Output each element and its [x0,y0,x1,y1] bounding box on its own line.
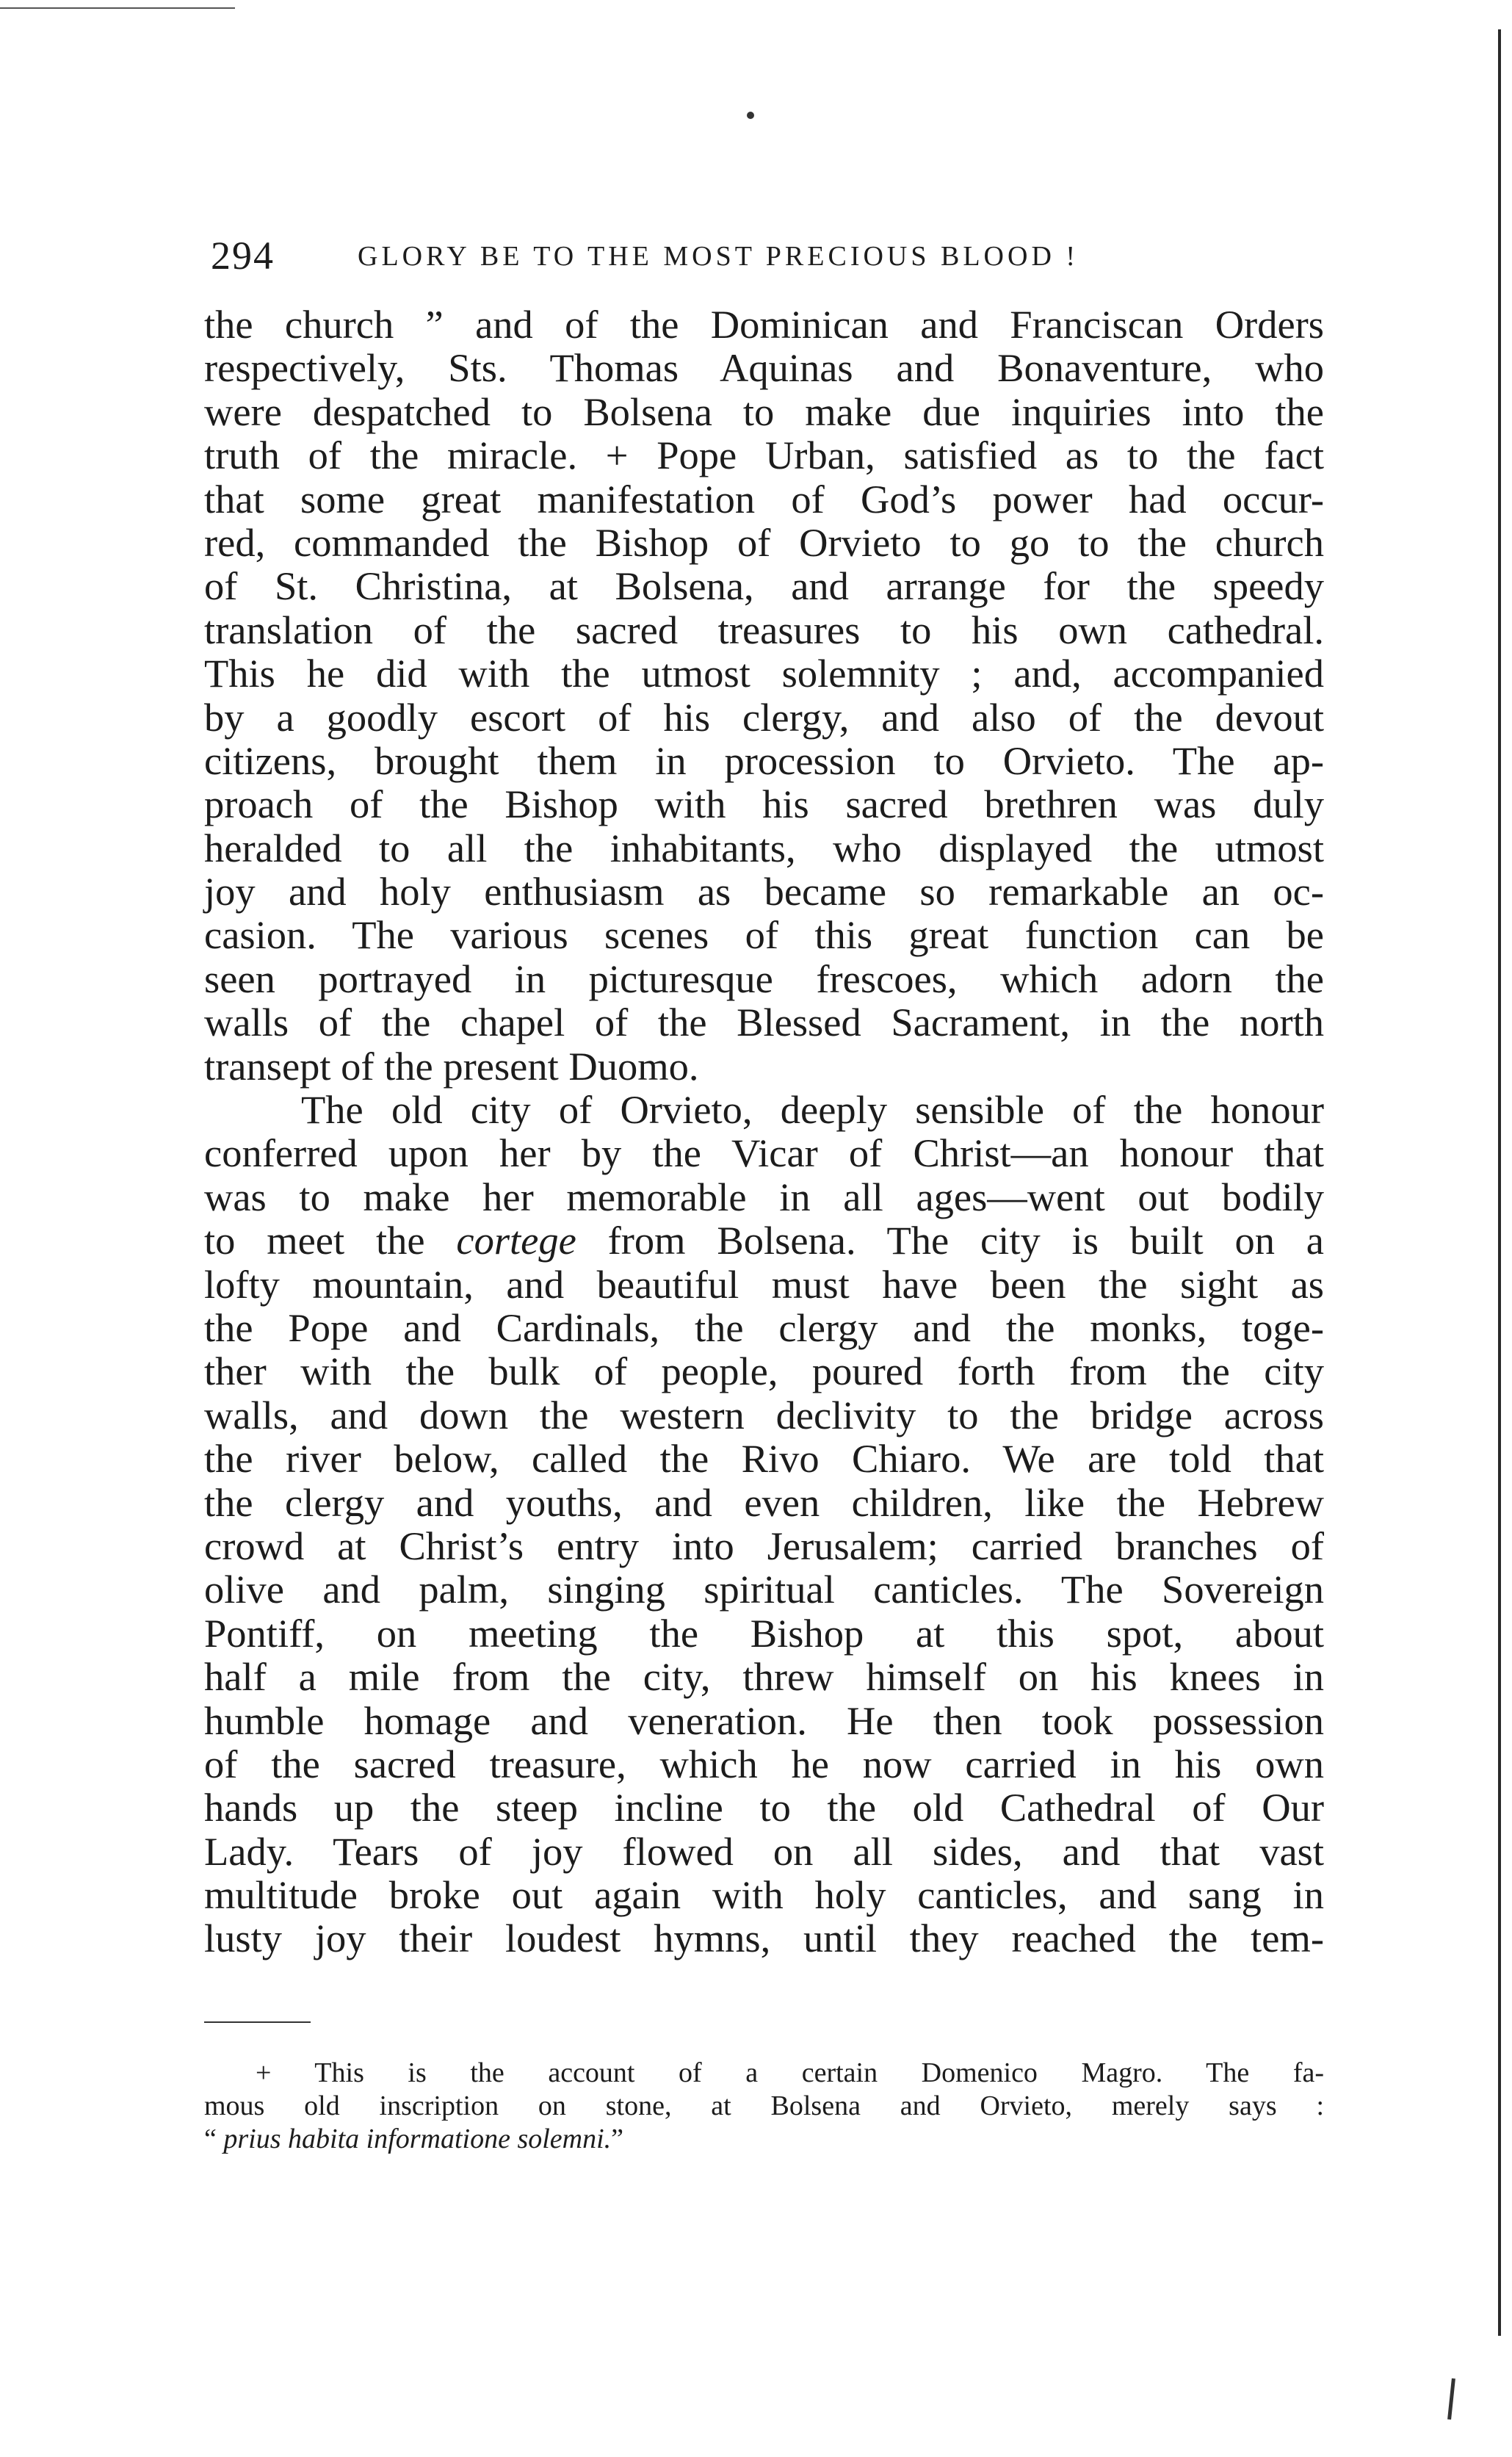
page-number: 294 [211,234,275,278]
text-line: olive and palm, singing spiritual canticles. The Sovereign [204,1567,1324,1612]
text-line: that some great manifestation of God’s power had occur- [204,476,1324,522]
text-line: red, commanded the Bishop of Orvieto to go to the church [204,519,1324,565]
text-line: multitude broke out again with holy canticles, and sang in [204,1872,1324,1918]
footnote-rule [204,2021,311,2023]
text-line: heralded to all the inhabitants, who displayed the utmost [204,825,1324,870]
text-line: transept of the present Duomo. [204,1043,699,1089]
text-line: the clergy and youths, and even children, like the Hebrew [204,1479,1324,1525]
text-line: lusty joy their loudest hymns, until they reached the tem- [204,1916,1324,1961]
body-text [204,303,1324,1960]
paragraph-2 [204,1088,1324,1960]
text-line: seen portrayed in picturesque frescoes, which adorn the [204,956,1324,1001]
footnote-line: + This is the account of a certain Domenico Magro. The fa- [256,2057,1324,2088]
text-line: joy and holy enthusiasm as became so remarkable an oc- [204,869,1324,914]
footnote-line: mous old inscription on stone, at Bolsena and Orvieto, merely says : [204,2090,1324,2121]
text-line: citizens, brought them in procession to Orvieto. The ap- [204,737,1324,783]
italic-word: cortege [456,1218,576,1263]
text-line: walls of the chapel of the Blessed Sacrament, in the north [204,1000,1324,1045]
page-edge-rule [1498,29,1501,2336]
latin-quotation: prius habita informatione solemni. [223,2124,612,2154]
text-line: truth of the miracle. + Pope Urban, satisfied as to the fact [204,433,1324,478]
text-line: ther with the bulk of people, poured forth from the city [204,1349,1324,1394]
text-line: conferred upon her by the Vicar of Christ—an honour that [204,1130,1324,1176]
text-line: was to make her memorable in all ages—went out bodily [204,1174,1324,1219]
text-line: proach of the Bishop with his sacred brethren was duly [204,782,1324,827]
text-line: respectively, Sts. Thomas Aquinas and Bonaventure, who [204,345,1324,391]
top-edge-rule [0,7,235,9]
text-line: walls, and down the western declivity to the bridge across [204,1392,1324,1437]
text-line: the church ” and of the Dominican and Franciscan Orders [204,302,1324,347]
running-header [211,234,1327,278]
print-speck [747,112,754,119]
text-line: by a goodly escort of his clergy, and also of the devout [204,694,1324,740]
text-line [204,1219,1324,1262]
text-line: translation of the sacred treasures to his own cathedral. [204,607,1324,652]
text-line: hands up the steep incline to the old Cathedral of Our [204,1785,1324,1830]
text-line: Lady. Tears of joy flowed on all sides, and that vast [204,1828,1324,1874]
text-line: The old city of Orvieto, deeply sensible of the honour [301,1087,1324,1133]
running-title: GLORY BE TO THE MOST PRECIOUS BLOOD ! [358,241,1079,272]
text-line: humble homage and veneration. He then took possession [204,1697,1324,1743]
print-mark [1447,2378,1455,2420]
text-line: the Pope and Cardinals, the clergy and the monks, toge- [204,1305,1324,1350]
close-quote: ” [611,2124,624,2154]
text-segment: to meet the [204,1218,457,1263]
text-line: of the sacred treasure, which he now carried in his own [204,1741,1324,1786]
text-line: of St. Christina, at Bolsena, and arrange for the speedy [204,563,1324,609]
open-quote: “ [204,2124,224,2154]
text-line: Pontiff, on meeting the Bishop at this spot, about [204,1610,1324,1656]
text-line: the river below, called the Rivo Chiaro. We are told that [204,1436,1324,1482]
text-line: crowd at Christ’s entry into Jerusalem; carried branches of [204,1523,1324,1568]
text-line: lofty mountain, and beautiful must have been the sight as [204,1261,1324,1307]
footnote-line [204,2123,1324,2156]
footnote [204,2057,1324,2156]
text-line: This he did with the utmost solemnity ; and, accompanied [204,651,1324,696]
text-segment: from Bolsena. The city is built on a [576,1218,1324,1263]
text-line: were despatched to Bolsena to make due inquiries into the [204,389,1324,434]
text-line: half a mile from the city, threw himself on his knees in [204,1654,1324,1700]
paragraph-1 [204,303,1324,1088]
text-line: casion. The various scenes of this great function can be [204,912,1324,958]
